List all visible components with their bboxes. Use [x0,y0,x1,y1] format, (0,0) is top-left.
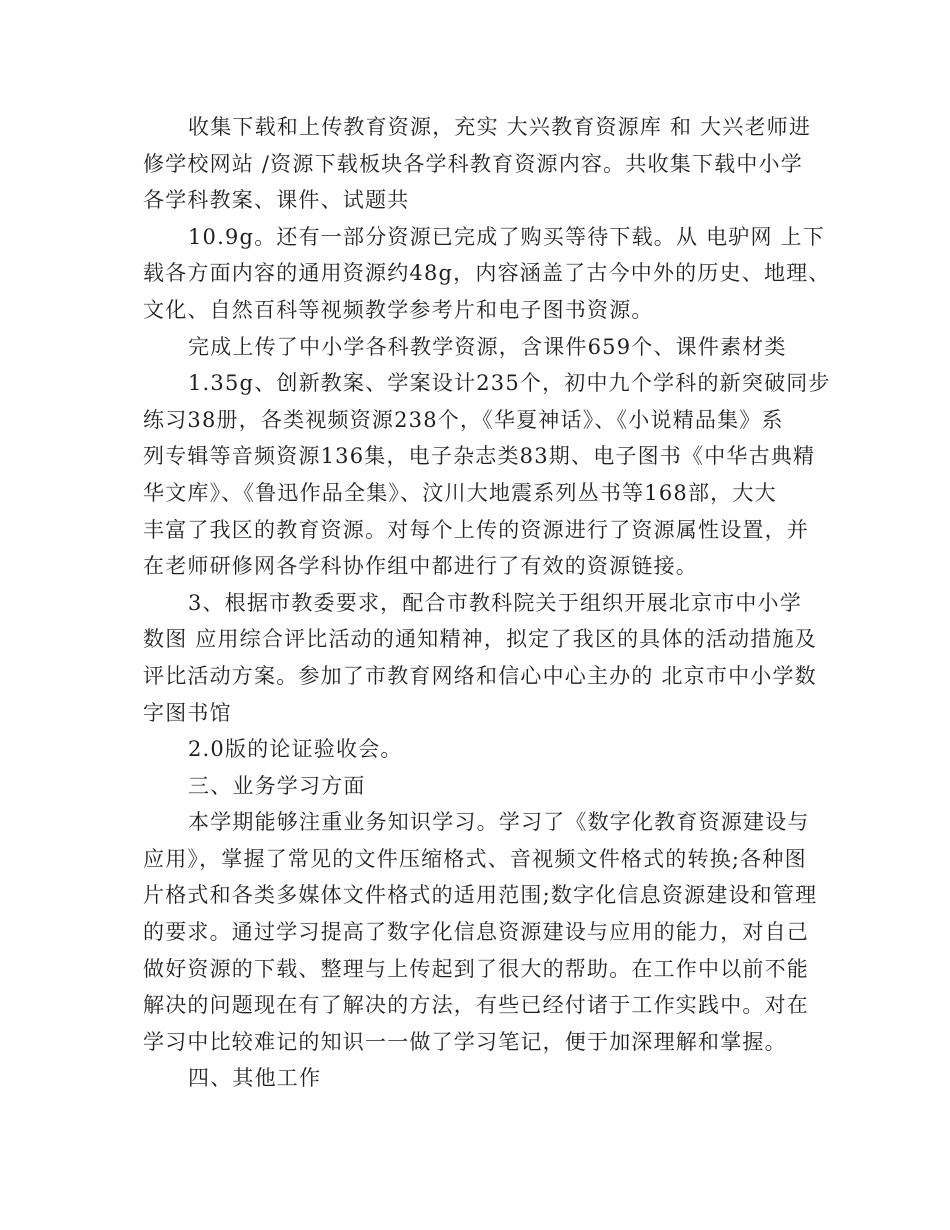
text-line: 评比活动方案。参加了市教育网络和信心中心主办的 北京市中小学数 [143,663,817,688]
section-heading: 四、其他工作 [188,1066,322,1091]
text-line: 练习38册，各类视频资源238个，《华夏神话》、《小说精品集》系 [143,407,784,432]
text-line: 列专辑等音频资源136集，电子杂志类83期、电子图书《中华古典精 [143,444,816,469]
text-line: 完成上传了中小学各科教学资源，含课件659个、课件素材类 [188,334,787,359]
text-line: 做好资源的下载、整理与上传起到了很大的帮助。在工作中以前不能 [143,956,809,981]
text-line: 本学期能够注重业务知识学习。学习了《数字化教育资源建设与 [188,810,810,835]
text-line: 1.35g、创新教案、学案设计235个，初中九个学科的新突破同步 [188,371,831,396]
text-line: 文化、自然百科等视频教学参考片和电子图书资源。 [143,297,654,322]
text-line: 丰富了我区的教育资源。对每个上传的资源进行了资源属性设置，并 [143,517,809,542]
section-heading: 三、业务学习方面 [188,773,366,798]
text-line: 载各方面内容的通用资源约48g，内容涵盖了古今中外的历史、地理、 [143,261,831,286]
text-line: 在老师研修网各学科协作组中都进行了有效的资源链接。 [143,554,698,579]
text-line: 收集下载和上传教育资源，充实 大兴教育资源库 和 大兴老师进 [188,115,812,139]
text-line: 3、根据市教委要求，配合市教科院关于组织开展北京市中小学 [188,590,802,615]
text-line: 字图书馆 [143,700,232,725]
text-line: 解决的问题现在有了解决的方法，有些已经付诸于工作实践中。对在 [143,993,809,1018]
document-body [143,109,831,1097]
text-line: 的要求。通过学习提高了数字化信息资源建设与应用的能力，对自己 [143,920,809,945]
text-line: 数图 应用综合评比活动的通知精神，拟定了我区的具体的活动措施及 [143,627,817,652]
text-line: 10.9g。还有一部分资源已完成了购买等待下载。从 电驴网 上下 [188,224,825,249]
text-line: 应用》，掌握了常见的文件压缩格式、音视频文件格式的转换;各种图 [143,846,807,871]
text-line: 修学校网站 /资源下载板块各学科教育资源内容。共收集下载中小学 [143,151,803,176]
text-line: 华文库》、《鲁迅作品全集》、汶川大地震系列丛书等168部，大大 [143,480,777,505]
text-line: 各学科教案、课件、试题共 [143,188,410,213]
text-line: 学习中比较难记的知识一一做了学习笔记，便于加深理解和掌握。 [143,1029,787,1054]
text-line: 片格式和各类多媒体文件格式的适用范围;数字化信息资源建设和管理 [143,883,818,908]
text-line: 2.0版的论证验收会。 [188,737,403,762]
